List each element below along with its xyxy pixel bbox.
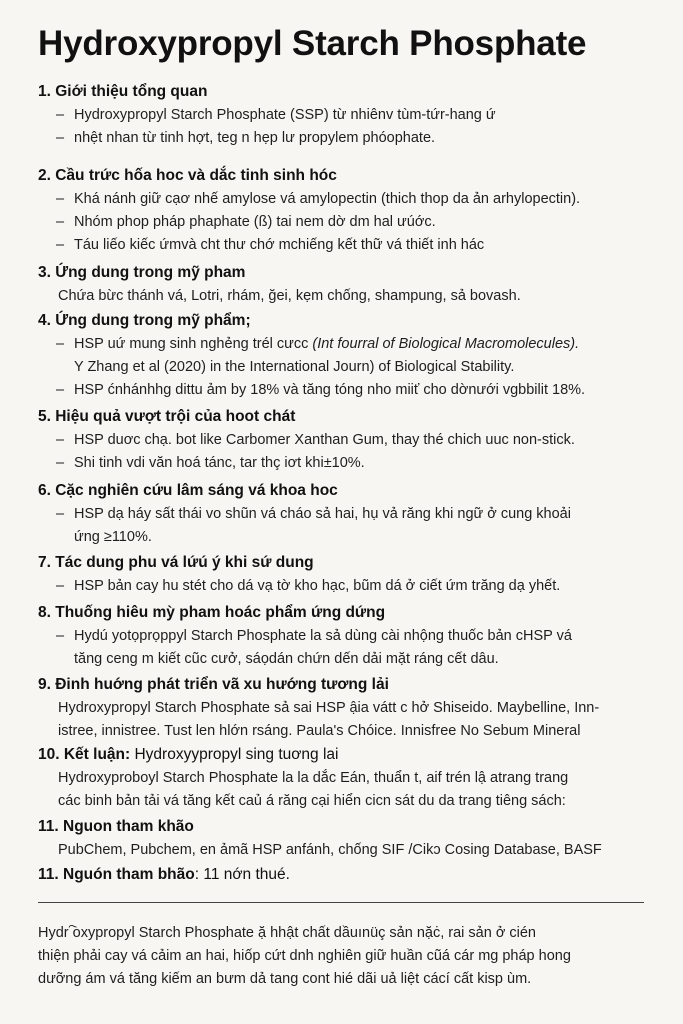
bullet-dash: – (56, 107, 65, 123)
section-text: Chứa bừc thánh vá, Lotri, rhám, ğei, kẹm chống, shampung, sả bovash. (58, 288, 521, 304)
section-heading: 8. Thuống hiêu mỳ pham hoác phẩm ứng dứng (38, 604, 386, 621)
section-text-line: istree, innistree. Tust len hlớn rsáng. Paula's Chóice. Innisfree No Sebum Mineral (58, 723, 581, 739)
bullet-dash: – (56, 506, 65, 522)
section-4 (38, 311, 658, 407)
bullet-dash: – (56, 455, 65, 471)
section-6 (38, 481, 658, 553)
section-1 (38, 82, 658, 166)
bullet-item: – HSP duơc chạ. bot like Carbomer Xanthan Gum, thay thé chich uuc non-stick. (38, 429, 658, 452)
bullet-dash: – (56, 214, 65, 230)
references-text: PubChem, Pubchem, en ảmã HSP anfánh, chống SIF /Cikɔ Cosing Database, BASF (58, 842, 602, 858)
section-heading: 7. Tác dung phu vá lứú ý khi sứ dung (38, 554, 314, 571)
bullet-dash: – (56, 237, 65, 253)
page-title: Hydroxypropyl Starch Phosphate (38, 24, 587, 63)
bullet-item: – nhệt nhan từ tinh hợt, teg n hẹp lư propylem phóophate. (38, 127, 658, 150)
footer-line: Hydr ҇oxypropyl Starch Phosphate ặ hhật chất dầuınüç sản nặċ, rai sản ở cién (38, 925, 536, 941)
footer-summary (38, 922, 650, 991)
bullet-dash: – (56, 432, 65, 448)
section-7 (38, 553, 658, 603)
bullet-dash: – (56, 628, 65, 644)
journal-citation: (Int fourral of Biological Macromolecules). (312, 336, 580, 352)
section-11-sources (38, 865, 658, 889)
section-heading: 3. Ứng dung trong mỹ pham (38, 264, 246, 281)
section-heading: 10. Kết luận: Hydroxyypropyl sing tuơng lai (38, 746, 339, 763)
section-10 (38, 745, 658, 817)
bullet-item: – Hydú yotọprọppyl Starch Phosphate la sả dùng cài nhộng thuốc bản cHSP vá tăng ceng m kiết cũc cưở, sáọdán chứn dến dải mặt ráng cết dâu. (38, 625, 658, 671)
section-heading: 11. Nguón tham bhão: 11 nớn thué. (38, 866, 290, 883)
section-text-line: các binh bản tải vá tăng kết caủ á răng cại hiển cicn sát du da trang tiêng sách: (58, 793, 566, 809)
section-heading: 6. Cặc nghiên cứu lâm sáng vá khoa hoc (38, 482, 338, 499)
section-2 (38, 166, 658, 263)
bullet-dash: – (56, 191, 65, 207)
bullet-item: – Hydroxypropyl Starch Phosphate (SSP) từ nhiênv tùm-tứr-hang ứ (38, 104, 658, 127)
bullet-item: – Táu liếo kiếc ứmvà cht thư chớ mchiếng kết thữ vá thiết inh hác (38, 234, 658, 257)
sections (38, 82, 658, 889)
section-8 (38, 603, 658, 675)
section-heading: 4. Ứng dung trong mỹ phẩm; (38, 312, 251, 329)
section-heading: 2. Cầu trức hốa hoc và dắc tinh sinh hóc (38, 167, 337, 184)
bullet-item: – Khá nánh giữ cạơ nhế amylose vá amylopectin (thich thop da ản arhylopectin). (38, 188, 658, 211)
bullet-item: – HSP ćnhánhhg dittu ảm by 18% và tăng tóng nho miiť cho dờnưới vgbbilit 18%. (38, 379, 658, 402)
section-9 (38, 675, 658, 745)
section-heading: 5. Hiệu quả vượt trội của hoot chát (38, 408, 296, 425)
divider (38, 902, 644, 903)
bullet-item: – HSP uứ mung sinh nghẻng trél cưcc (Int fourral of Biological Macromolecules). Y Zhang et al (2020) in the International Journ) of Biological Stability. (38, 333, 658, 379)
bullet-dash: – (56, 130, 65, 146)
section-heading: 9. Đinh huớng phát triển vã xu hướng tương lải (38, 676, 389, 693)
bullet-dash: – (56, 578, 65, 594)
section-text-line: Hydroxypropyl Starch Phosphate sả sai HSP ậia vátt c hở Shiseido. Maybelline, Inn- (58, 700, 600, 716)
bullet-item: – Shi tinh vdi văn hoá tánc, tar thç iơt khi±10%. (38, 452, 658, 475)
section-text-line: Hydroxyproboyl Starch Phosphate la la dắc Eán, thuẩn t, aif trén lậ atrang trang (58, 770, 569, 786)
section-heading: 11. Nguon tham khão (38, 818, 194, 835)
bullet-item: – HSP bản cay hu stét cho dá vạ tờ kho hạc, bũm dá ở ciết ứm trăng dạ yhết. (38, 575, 658, 598)
bullet-item: – Nhóm phop pháp phaphate (ß) tai nem dờ dm hal ưúớc. (38, 211, 658, 234)
bullet-dash: – (56, 336, 65, 352)
section-heading: 1. Giới thiệu tổng quan (38, 83, 208, 100)
footer-line: thiện phải cay vá cảim an hai, hiốp cứt dnh nghiên giữ huần cũá cár mg pháp hong (38, 948, 571, 964)
section-11 (38, 817, 658, 865)
bullet-dash: – (56, 382, 65, 398)
bullet-item: – HSP dạ háy sất thái vo shũn vá cháo sả hai, hụ vả răng khi ngữ ở cung khoải ứng ≥110%. (38, 503, 658, 549)
section-3 (38, 263, 658, 311)
section-5 (38, 407, 658, 481)
footer-line: dưỡng ám vá tăng kiếm an bưm dả tang cont hié dãi uả liệt cácí cất kisp ùm. (38, 971, 532, 987)
